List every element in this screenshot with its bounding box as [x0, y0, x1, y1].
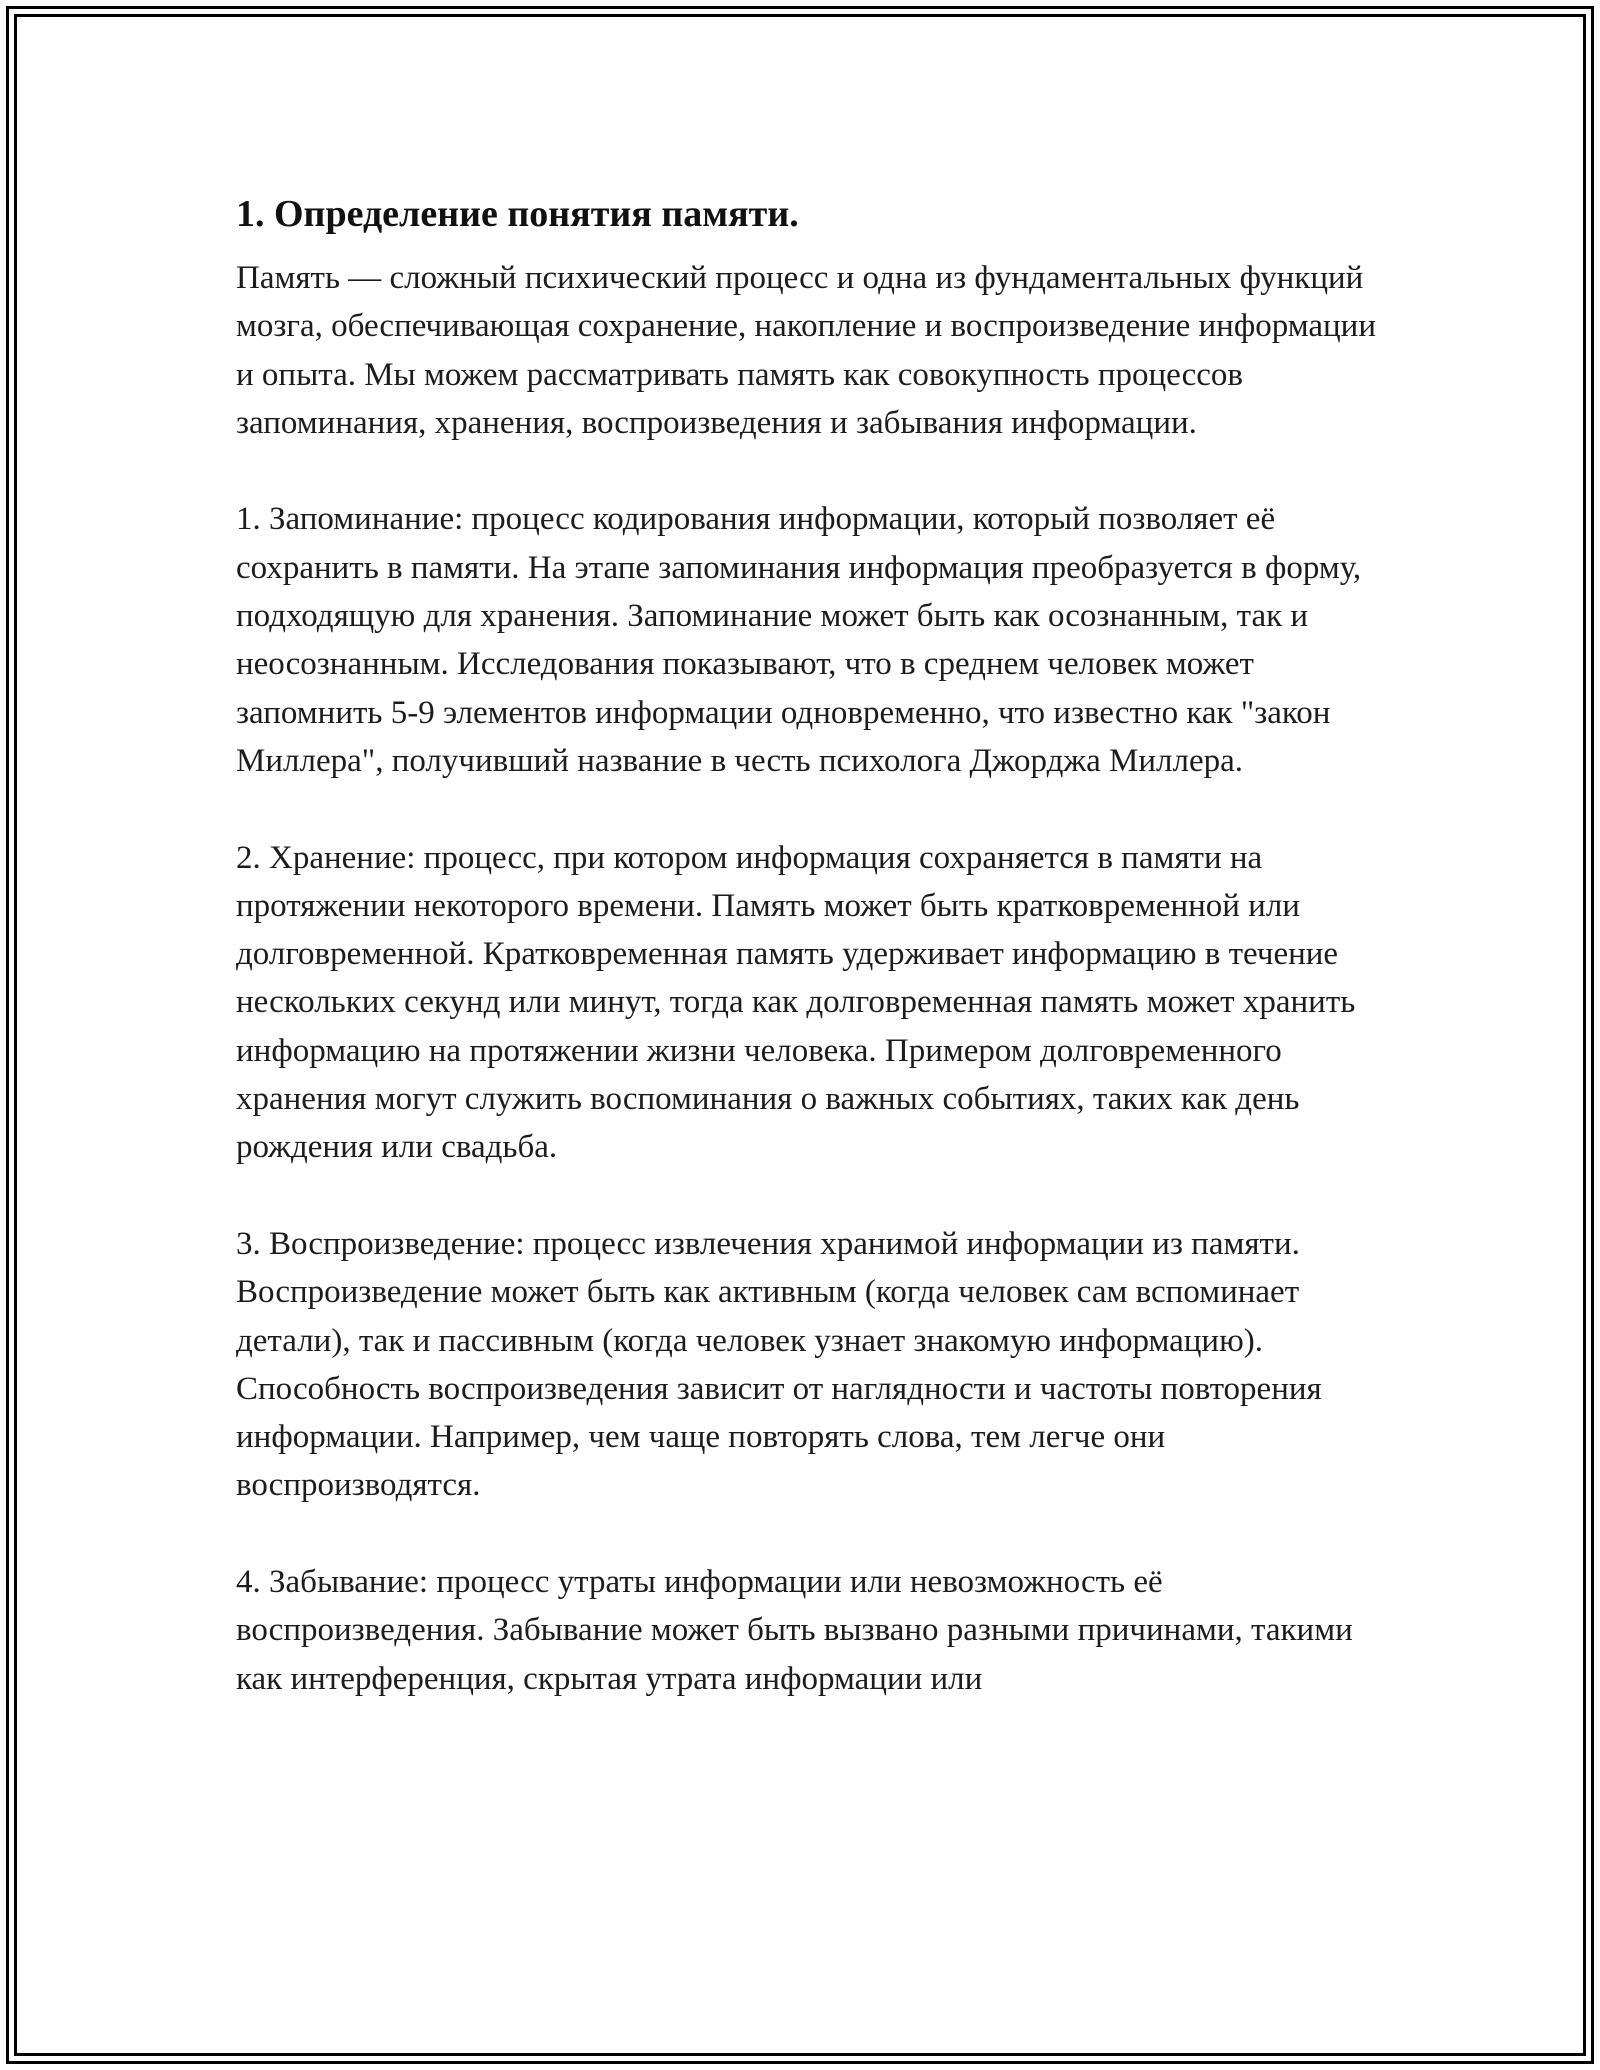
paragraph-forgetting: 4. Забывание: процесс утраты информации или невозможность её воспроизведения. Забывание может быть вызвано разными причинами, такими как интерференция, скрытая утрата информации или: [236, 1564, 1353, 1697]
paragraph-storage: 2. Хранение: процесс, при котором информация сохраняется в памяти на протяжении некоторого времени. Память может быть кратковременной или долговременной. Кратковременная память удерживает информацию в течение нескольких секунд или минут, тогда как долговременная память может хранить информацию на протяжении жизни человека. Примером долговременного хранения могут служить воспоминания о важных событиях, таких как день рождения или свадьба.: [236, 839, 1356, 1166]
paragraph-recall: 3. Воспроизведение: процесс извлечения хранимой информации из памяти. Воспроизведение может быть как активным (когда человек сам вспоминает детали), так и пассивным (когда человек узнает знакомую информацию). Способность воспроизведения зависит от наглядности и частоты повторения информации. Например, чем чаще повторять слова, тем легче они воспроизводятся.: [236, 1225, 1322, 1504]
section-heading: 1. Определение понятия памяти.: [236, 193, 799, 235]
paragraph-memorization: 1. Запоминание: процесс кодирования информации, который позволяет её сохранить в памяти. На этапе запоминания информация преобразуется в форму, подходящую для хранения. Запоминание может быть как осознанным, так и неосознанным. Исследования показывают, что в среднем человек может запомнить 5-9 элементов информации одновременно, что известно как "закон Миллера", получивший название в честь психолога Джорджа Миллера.: [236, 501, 1362, 779]
paragraph-definition: Память — сложный психический процесс и одна из фундаментальных функций мозга, обеспечивающая сохранение, накопление и воспроизведение информации и опыта. Мы можем рассматривать память как совокупность процессов запоминания, хранения, воспроизведения и забывания информации.: [236, 260, 1376, 441]
document-body: [236, 184, 1376, 1703]
